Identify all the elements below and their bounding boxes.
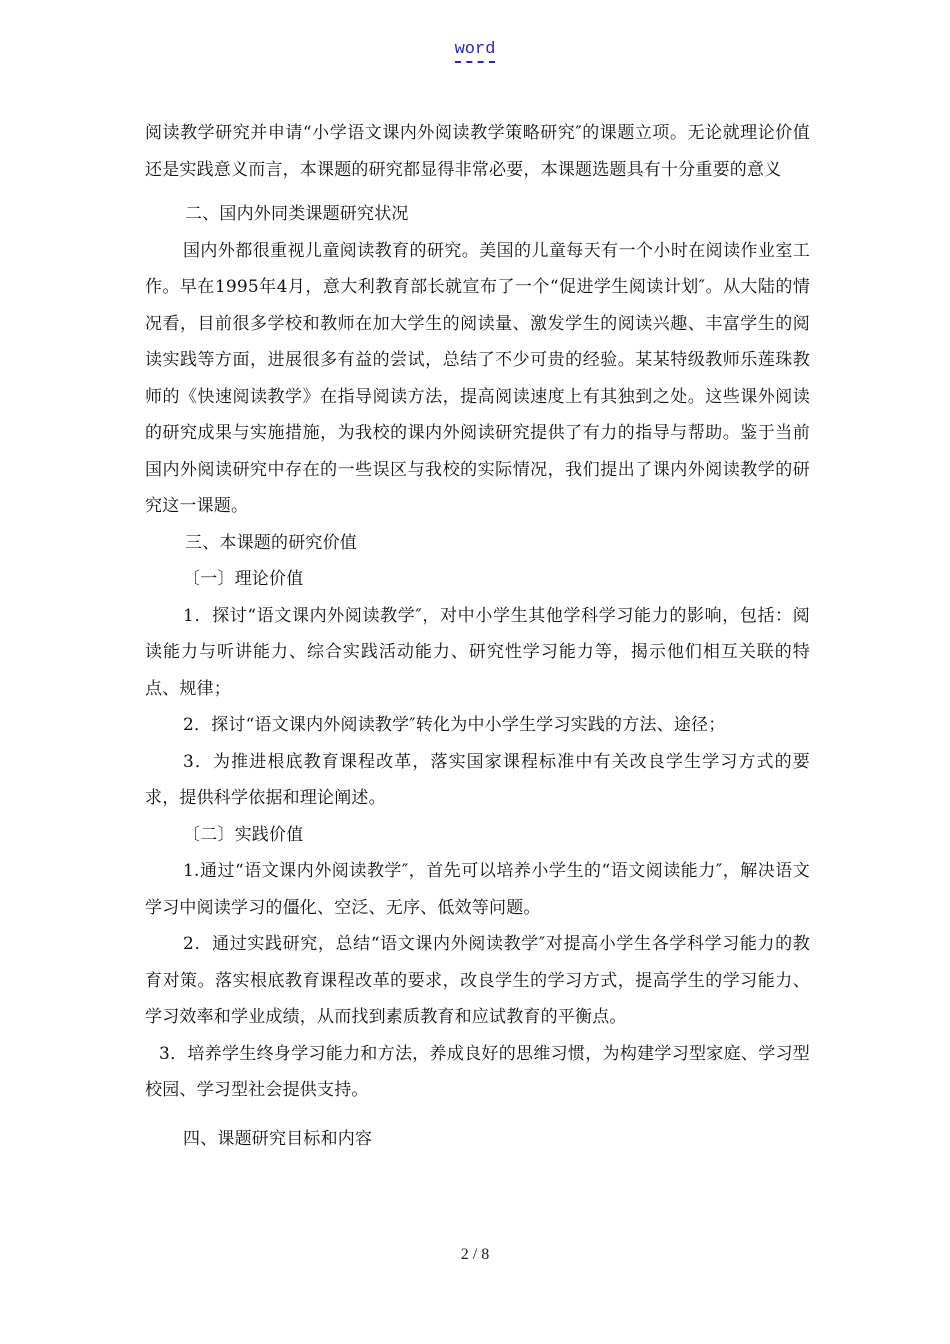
paragraph-research-status: 国内外都很重视儿童阅读教育的研究。美国的儿童每天有一个小时在阅读作业室工作。早在1995年4月，意大利教育部长就宣布了一个“促进学生阅读计划″。从大陆的情况看，目前很多学校和教师在加大学生的阅读量、激发学生的阅读兴趣、丰富学生的阅读实践等方面，进展很多有益的尝试，总结了不少可贵的经验。某某特级教师乐莲珠教师的《快速阅读教学》在指导阅读方法，提高阅读速度上有其独到之处。这些课外阅读的研究成果与实施措施，为我校的课内外阅读研究提供了有力的指导与帮助。鉴于当前国内外阅读研究中存在的一些误区与我校的实际情况，我们提出了课内外阅读教学的研究这一课题。 bbox=[145, 240, 810, 516]
list-item-theory-1: 1．探讨“语文课内外阅读教学″，对中小学生其他学科学习能力的影响，包括：阅读能力与听讲能力、综合实践活动能力、研究性学习能力等，揭示他们相互关联的特点、规律； bbox=[145, 605, 810, 699]
subheading-practice-value: 〔二〕实践价值 bbox=[183, 824, 304, 845]
heading-section-4: 四、课题研究目标和内容 bbox=[183, 1128, 373, 1149]
document-body bbox=[145, 115, 810, 1157]
heading-section-3: 三、本课题的研究价值 bbox=[185, 532, 357, 553]
heading-section-2: 二、国内外同类课题研究状况 bbox=[185, 204, 409, 224]
list-item-practice-1: 1.通过“语文课内外阅读教学″，首先可以培养小学生的“语文阅读能力″，解决语文学习中阅读学习的僵化、空泛、无序、低效等问题。 bbox=[145, 861, 810, 918]
list-item-theory-3: 3．为推进根底教育课程改革，落实国家课程标准中有关改良学生学习方式的要求，提供科学依据和理论阐述。 bbox=[145, 751, 810, 808]
page-header bbox=[0, 40, 950, 59]
list-item-practice-2: 2．通过实践研究，总结“语文课内外阅读教学″对提高小学生各学科学习能力的教育对策。落实根底教育课程改革的要求，改良学生的学习方式，提高学生的学习能力、学习效率和学业成绩，从而找到素质教育和应试教育的平衡点。 bbox=[145, 934, 810, 1027]
header-word-link[interactable]: word bbox=[455, 40, 496, 63]
page-number: 2 / 8 bbox=[460, 1246, 490, 1263]
list-item-practice-3: 3．培养学生终身学习能力和方法，养成良好的思维习惯，为构建学习型家庭、学习型校园、学习型社会提供支持。 bbox=[145, 1043, 810, 1100]
list-item-theory-2: 2．探讨“语文课内外阅读教学″转化为中小学生学习实践的方法、途径； bbox=[183, 715, 726, 735]
paragraph-intro-continuation: 阅读教学研究并申请“小学语文课内外阅读教学策略研究″的课题立项。无论就理论价值还是实践意义而言，本课题的研究都显得非常必要，本课题选题具有十分重要的意义 bbox=[145, 123, 810, 180]
subheading-theory-value: 〔一〕理论价值 bbox=[183, 569, 304, 589]
